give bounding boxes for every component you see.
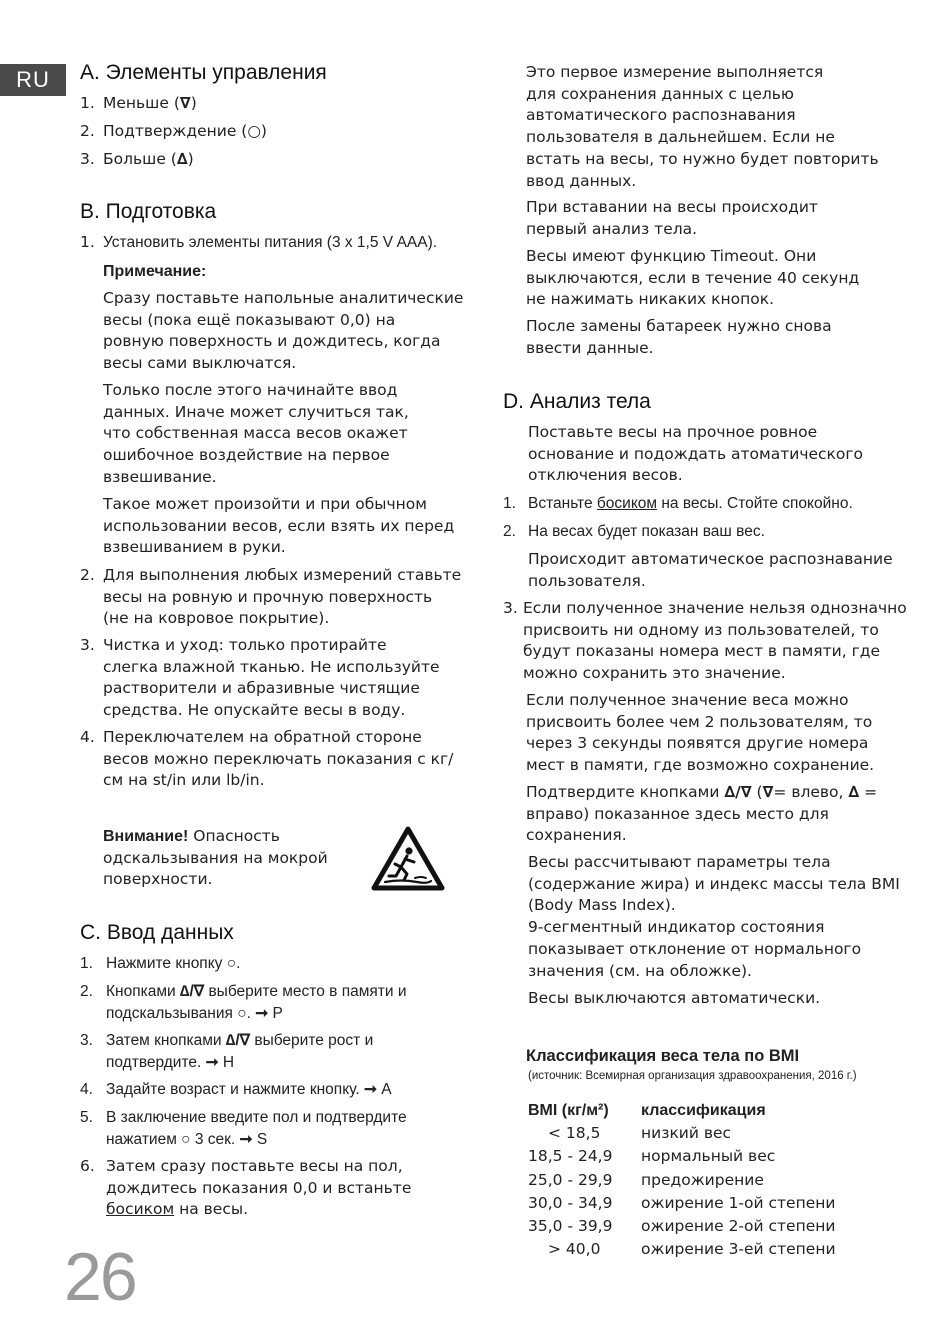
item-number: 6.: [80, 1157, 95, 1175]
text-line: (: [751, 783, 763, 801]
step-text: подтвердите.: [106, 1053, 206, 1071]
item-number: 3.: [80, 1032, 93, 1049]
list-item: [106, 1107, 407, 1150]
up-down-icon: ∆/∇: [724, 783, 752, 801]
text-line: через 3 секунды появятся другие номера: [526, 734, 869, 753]
paragraph: [526, 197, 818, 240]
text-line: После замены батареек нужно снова: [526, 317, 832, 335]
text-line: =: [859, 783, 878, 801]
list-item: [103, 121, 267, 143]
text-line: Сразу поставьте напольные аналитические: [103, 289, 464, 307]
note-title: Примечание:: [103, 263, 207, 280]
text-line: Только после этого начинайте ввод: [103, 381, 398, 399]
text-line: поверхности.: [103, 870, 213, 889]
display-code: S: [252, 1130, 268, 1148]
text-line: на весы.: [174, 1200, 249, 1219]
list-item: [103, 565, 461, 630]
item-number: 4.: [80, 1081, 93, 1098]
text-line: (содержание жира) и индекс массы тела BMI: [528, 874, 900, 893]
bmi-range: 18,5 - 24,9: [528, 1147, 613, 1166]
language-tab: RU: [0, 64, 66, 96]
text-line: Для выполнения любых измерений ставьте: [103, 566, 462, 584]
arrow-right-icon: ➞: [205, 1053, 219, 1071]
step-text: 3 сек.: [190, 1130, 240, 1148]
text-line: дождитесь показания 0,0 и встаньте: [106, 1178, 412, 1197]
paragraph: [526, 316, 832, 359]
text-line: Если полученное значение нельзя однозначно: [523, 599, 907, 617]
text-line: встать на весы, то нужно будет повторить: [526, 149, 879, 168]
text-line: весы сами выключатся.: [103, 354, 297, 373]
table-row: [528, 1192, 836, 1215]
step-text: выберите рост и: [250, 1032, 374, 1049]
list-item: Нажмите кнопку ○.: [106, 953, 240, 975]
text-line: ошибочное воздействие на первое: [103, 446, 390, 465]
list-item: [80, 121, 95, 143]
down-icon: ∇: [179, 94, 191, 112]
text-line: весы на ровную и прочную поверхность: [103, 587, 433, 606]
step-text: Нажмите кнопку: [106, 955, 227, 972]
item-number: 5.: [80, 1109, 93, 1126]
bmi-source: (источник: Всемирная организация здравоохранения, 2016 г.): [528, 1070, 857, 1082]
text-line: Происходит автоматическое распознавание: [528, 550, 893, 568]
text-line: автоматического распознавания: [526, 106, 796, 125]
list-item: [103, 93, 197, 115]
text-line: Такое может произойти и при обычном: [103, 495, 427, 513]
list-item: Кнопками ∆/∇ выберите место в памяти и подскальзывания ○. ➞ P: [106, 981, 406, 1024]
text-line: данных. Иначе может случиться так,: [103, 402, 409, 421]
bmi-class: нормальный вес: [641, 1147, 776, 1166]
item-text-end: ): [187, 150, 194, 168]
paragraph: [528, 549, 893, 592]
text-line: сохранения.: [526, 826, 627, 845]
barefoot-text: босиком: [596, 495, 658, 512]
item-number: 4.: [80, 728, 95, 746]
text-line: что собственная масса весов окажет: [103, 424, 408, 443]
list-item: На весах будет показан ваш вес.: [528, 523, 765, 540]
text-line: Это первое измерение выполняется: [526, 63, 824, 81]
text-line: 9-сегментный индикатор состояния: [528, 918, 825, 937]
item-text: Подтверждение (: [103, 122, 248, 140]
item-number: 3.: [80, 636, 95, 654]
list-item: [103, 149, 194, 171]
step-text: В заключение введите пол и подтвердите: [106, 1109, 407, 1126]
up-icon: ∆: [848, 783, 860, 801]
text-line: значения (см. на обложке).: [528, 961, 752, 980]
item-number: 2.: [503, 523, 516, 540]
table-row: [528, 1145, 836, 1168]
text-line: ввод данных.: [526, 171, 637, 190]
text-line: Весы рассчитывают параметры тела: [528, 853, 831, 871]
bmi-class: ожирение 3-ей степени: [641, 1240, 836, 1259]
item-number: 3.: [80, 150, 95, 168]
bmi-class: ожирение 2-ой степени: [641, 1217, 836, 1236]
step-text: Встаньте: [528, 495, 597, 512]
section-c-title: C. Ввод данных: [80, 921, 234, 944]
warning-label: Внимание!: [103, 828, 189, 845]
text-line: (не на ковровое покрытие).: [103, 609, 330, 628]
text-line: (Body Mass Index).: [528, 896, 676, 915]
table-row: [528, 1238, 836, 1261]
item-text: Меньше (: [103, 94, 180, 112]
text-line: взвешивание.: [103, 467, 217, 486]
bmi-range: 30,0 - 34,9: [528, 1193, 613, 1212]
bmi-table: [528, 1099, 836, 1261]
step-text: Кнопками: [106, 983, 180, 1000]
item-number: 1.: [503, 495, 516, 512]
ok-icon: ○: [226, 955, 237, 972]
ok-icon: ○: [247, 122, 261, 140]
text-line: использовании весов, если взять их перед: [103, 516, 455, 535]
step-text: подскальзывания: [106, 1004, 238, 1022]
text-line: первый анализ тела.: [526, 219, 698, 238]
list-item: [106, 1030, 373, 1073]
bmi-title: Классификация веса тела по BMI: [526, 1047, 800, 1065]
arrow-right-icon: ➞: [363, 1081, 377, 1098]
up-icon: ∆: [176, 150, 188, 168]
text-line: Весы имеют функцию Timeout. Они: [526, 247, 817, 265]
text-line: вправо) показанное здесь место для: [526, 804, 829, 823]
section-d-title: D. Анализ тела: [503, 390, 651, 413]
display-code: H: [218, 1053, 235, 1071]
arrow-right-icon: ➞: [255, 1004, 269, 1022]
text-line: основание и подождать атоматического: [528, 444, 864, 463]
text-line: ввести данные.: [526, 338, 654, 357]
warning-text: [103, 826, 328, 891]
item-text: Больше (: [103, 150, 177, 168]
text-line: присвоить более чем 2 пользователям, то: [526, 712, 873, 731]
text-line: одскальзывания на мокрой: [103, 848, 328, 867]
text-line: можно сохранить это значение.: [523, 664, 786, 683]
bmi-class: предожирение: [641, 1170, 764, 1189]
list-item: [528, 493, 853, 515]
list-item: [80, 93, 95, 115]
paragraph: [528, 852, 900, 982]
page-number: 26: [64, 1239, 136, 1315]
text-line: весы (пока ещё показывают 0,0) на: [103, 310, 396, 329]
text-line: слегка влажной тканью. Не используйте: [103, 657, 440, 676]
up-down-icon: ∆/∇: [225, 1032, 251, 1049]
text-line: Если полученное значение веса можно: [526, 691, 849, 709]
item-number: 3.: [503, 599, 518, 617]
text-line: отключения весов.: [528, 466, 683, 485]
list-item: [103, 635, 440, 722]
step-text: выберите место в памяти и: [204, 983, 407, 1000]
text-line: взвешиванием в руки.: [103, 538, 286, 557]
table-row: [528, 1122, 836, 1145]
table-row: [528, 1215, 836, 1238]
paragraph: [526, 782, 877, 847]
bmi-class: ожирение 1-ой степени: [641, 1193, 836, 1212]
text-line: = влево,: [773, 783, 849, 801]
step-text: Затем кнопками: [106, 1032, 226, 1049]
list-item: Установить элементы питания (3 x 1,5 V AAA).: [103, 234, 438, 251]
up-down-icon: ∆/∇: [179, 983, 205, 1000]
slippery-floor-warning-icon: [371, 826, 445, 892]
note-paragraph: [103, 288, 463, 375]
bmi-range: 35,0 - 39,9: [528, 1217, 613, 1236]
step-text: Задайте возраст и нажмите кнопку.: [106, 1081, 364, 1098]
barefoot-text: босиком: [106, 1200, 175, 1219]
table-row: [528, 1169, 836, 1192]
step-text: на весы. Стойте спокойно.: [657, 495, 853, 512]
text-line: показывает отклонение от нормального: [528, 939, 862, 958]
item-text-end: ): [190, 94, 197, 112]
bmi-class: низкий вес: [641, 1124, 732, 1143]
text-line: не нажимать никаких кнопок.: [526, 290, 775, 309]
item-text-end: ): [260, 122, 267, 140]
arrow-right-icon: ➞: [239, 1130, 253, 1148]
text-line: присвоить ни одному из пользователей, то: [523, 620, 879, 639]
list-item: [103, 727, 453, 792]
note-paragraph: [103, 494, 454, 559]
note-paragraph: [103, 380, 409, 489]
section-a-title: A. Элементы управления: [80, 61, 327, 84]
text-line: При вставании на весы происходит: [526, 198, 818, 216]
bmi-range: < 18,5: [548, 1124, 601, 1143]
text-line: мест в памяти, где возможно сохранение.: [526, 756, 875, 775]
text-line: Опасность: [188, 827, 280, 845]
column-header: классификация: [641, 1102, 766, 1119]
list-item: [106, 1156, 411, 1221]
text-line: выключаются, если в течение 40 секунд: [526, 268, 860, 287]
item-number: 1.: [80, 233, 95, 251]
text-line: будут показаны номера мест в памяти, где: [523, 642, 880, 661]
text-line: средства. Не опускайте весы в воду.: [103, 701, 406, 720]
item-number: 1.: [80, 94, 95, 112]
paragraph: [526, 690, 874, 777]
section-b-title: B. Подготовка: [80, 200, 217, 223]
display-code: P: [268, 1004, 283, 1022]
text-line: Подтвердите кнопками: [526, 783, 725, 801]
text-line: весов можно переключать показания с кг/: [103, 749, 454, 768]
step-text: нажатием: [106, 1130, 182, 1148]
text-line: ровную поверхность и дождитесь, когда: [103, 332, 441, 351]
item-number: 2.: [80, 983, 93, 1000]
down-icon: ∇: [762, 783, 774, 801]
text-line: растворители и абразивные чистящие: [103, 679, 420, 698]
text-line: см на st/in или lb/in.: [103, 771, 265, 790]
text-line: для сохранения данных с целью: [526, 84, 794, 103]
item-number: 1.: [80, 955, 93, 972]
list-item: [80, 149, 95, 171]
item-number: 2.: [80, 122, 95, 140]
display-code: A: [376, 1081, 392, 1098]
text-line: Чистка и уход: только протирайте: [103, 636, 387, 654]
column-header: BMI (кг/м²): [528, 1102, 609, 1119]
paragraph: [526, 246, 859, 311]
ok-icon: ○: [237, 1004, 247, 1022]
paragraph: [528, 422, 863, 487]
table-header-row: [528, 1099, 836, 1122]
item-number: 2.: [80, 566, 95, 584]
list-item: [106, 1079, 392, 1101]
text-line: пользователя в дальнейшем. Если не: [526, 128, 835, 147]
ok-icon: ○: [181, 1130, 191, 1148]
text-line: пользователя.: [528, 571, 646, 590]
paragraph: Весы выключаются автоматически.: [528, 989, 821, 1007]
text-line: Переключателем на обратной стороне: [103, 728, 422, 746]
bmi-range: > 40,0: [548, 1240, 601, 1259]
text-line: Затем сразу поставьте весы на пол,: [106, 1157, 403, 1175]
text-line: Поставьте весы на прочное ровное: [528, 423, 818, 441]
list-item: [523, 598, 907, 685]
paragraph: [526, 62, 879, 192]
bmi-range: 25,0 - 29,9: [528, 1170, 613, 1189]
